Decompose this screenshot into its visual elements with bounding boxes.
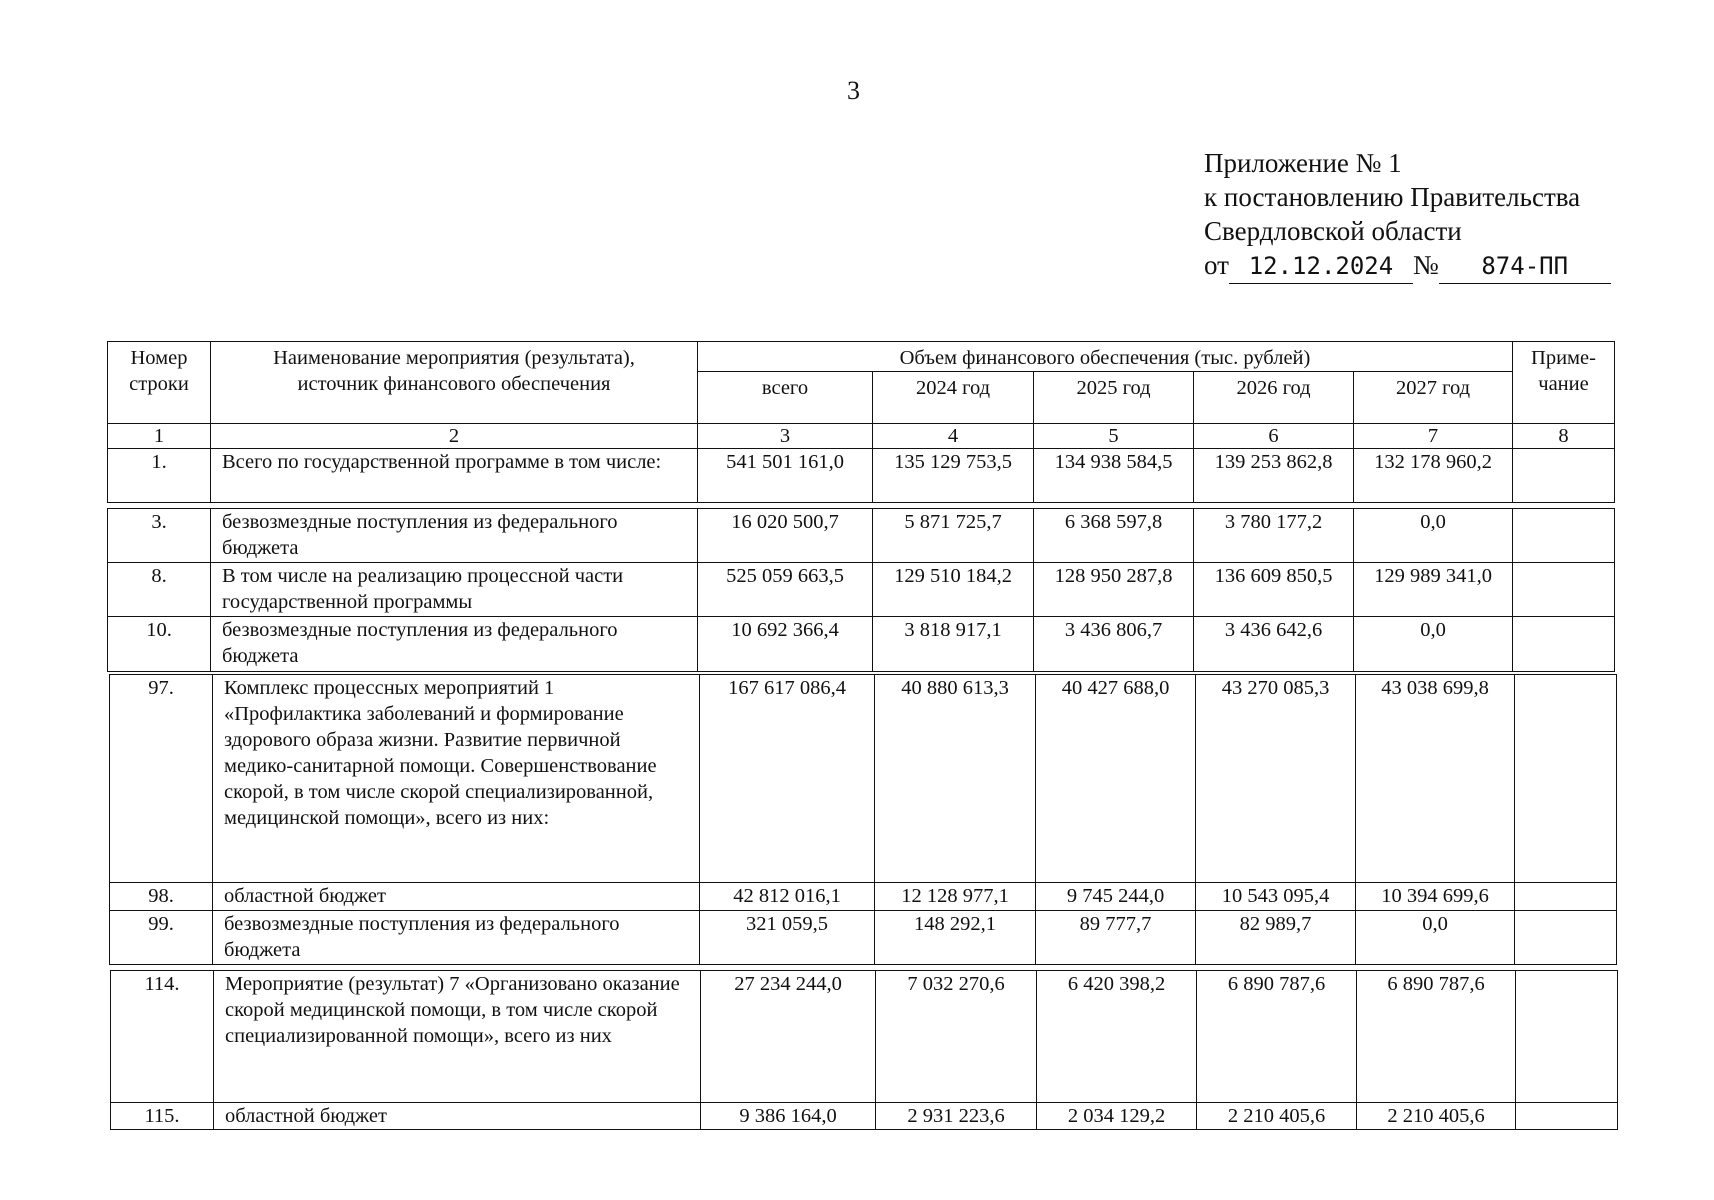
row-total: 16 020 500,7: [698, 509, 873, 563]
decree-date: 12.12.2024: [1229, 249, 1413, 284]
appendix-block: [1204, 146, 1611, 284]
row-number: 97.: [110, 675, 213, 883]
appendix-line-2: к постановлению Правительства: [1204, 182, 1581, 212]
row-number: 1.: [108, 449, 211, 503]
row-total: 10 692 366,4: [698, 617, 873, 672]
row-note: [1513, 449, 1615, 503]
row-number: 98.: [110, 883, 213, 911]
row-2026: 82 989,7: [1196, 911, 1356, 965]
row-2024: 40 880 613,3: [875, 675, 1036, 883]
row-2024: 135 129 753,5: [873, 449, 1034, 503]
row-2025: 6 368 597,8: [1034, 509, 1194, 563]
header-2026: 2026 год: [1194, 372, 1354, 424]
row-total: 42 812 016,1: [700, 883, 875, 911]
row-2027: 129 989 341,0: [1354, 563, 1513, 617]
table-row: [110, 883, 1617, 911]
row-2026: 2 210 405,6: [1197, 1103, 1357, 1130]
table-row: [111, 1103, 1618, 1130]
finance-table: [107, 341, 1615, 503]
row-total: 167 617 086,4: [700, 675, 875, 883]
row-2027: 132 178 960,2: [1354, 449, 1513, 503]
column-number: 1: [108, 424, 211, 449]
row-total: 525 059 663,5: [698, 563, 873, 617]
from-label: от: [1204, 250, 1229, 280]
number-label: №: [1412, 250, 1439, 280]
row-2024: 129 510 184,2: [873, 563, 1034, 617]
row-number: 99.: [110, 911, 213, 965]
row-2026: 136 609 850,5: [1194, 563, 1354, 617]
row-2024: 2 931 223,6: [876, 1103, 1037, 1130]
row-2024: 148 292,1: [875, 911, 1036, 965]
row-2027: 0,0: [1356, 911, 1515, 965]
appendix-date-line: [1204, 248, 1611, 284]
row-2027: 43 038 699,8: [1356, 675, 1515, 883]
row-note: [1516, 971, 1618, 1103]
row-number: 115.: [111, 1103, 214, 1130]
column-number: 4: [873, 424, 1034, 449]
row-name: областной бюджет: [214, 1103, 701, 1130]
finance-table-section-c: [110, 970, 1618, 1130]
row-2025: 89 777,7: [1036, 911, 1196, 965]
row-note: [1515, 675, 1617, 883]
row-total: 27 234 244,0: [701, 971, 876, 1103]
row-name: В том числе на реализацию процессной части государственной программы: [211, 563, 698, 617]
row-2025: 6 420 398,2: [1037, 971, 1197, 1103]
column-number: 6: [1194, 424, 1354, 449]
row-2026: 3 436 642,6: [1194, 617, 1354, 672]
row-2025: 3 436 806,7: [1034, 617, 1194, 672]
row-note: [1515, 911, 1617, 965]
row-2025: 2 034 129,2: [1037, 1103, 1197, 1130]
row-total: 321 059,5: [700, 911, 875, 965]
appendix-line-3: Свердловской области: [1204, 216, 1462, 246]
row-note: [1516, 1103, 1618, 1130]
header-name: Наименование мероприятия (результата), источник финансового обеспечения: [211, 342, 698, 424]
row-total: 541 501 161,0: [698, 449, 873, 503]
row-2026: 3 780 177,2: [1194, 509, 1354, 563]
row-2025: 128 950 287,8: [1034, 563, 1194, 617]
row-note: [1513, 563, 1615, 617]
header-row-number: Номер строки: [108, 342, 211, 424]
table-row: [108, 509, 1615, 563]
finance-table-section-b: [109, 674, 1617, 965]
table-row: [108, 449, 1615, 503]
table-row: [110, 911, 1617, 965]
row-2027: 6 890 787,6: [1357, 971, 1516, 1103]
header-total: всего: [698, 372, 873, 424]
appendix-title: Приложение № 1: [1204, 148, 1402, 178]
row-2027: 10 394 699,6: [1356, 883, 1515, 911]
row-number: 3.: [108, 509, 211, 563]
header-note: Приме- чание: [1513, 342, 1615, 424]
column-number-row: [108, 424, 1615, 449]
header-funding-group: Объем финансового обеспечения (тыс. рублей): [698, 342, 1513, 372]
row-name: безвозмездные поступления из федерального бюджета: [211, 509, 698, 563]
row-2026: 43 270 085,3: [1196, 675, 1356, 883]
row-name: Мероприятие (результат) 7 «Организовано оказание скорой медицинской помощи, в том числе скорой специализированной помощи», всего из них: [214, 971, 701, 1103]
row-name: областной бюджет: [213, 883, 700, 911]
column-number: 3: [698, 424, 873, 449]
header-2027: 2027 год: [1354, 372, 1513, 424]
row-2026: 10 543 095,4: [1196, 883, 1356, 911]
row-name: Всего по государственной программе в том числе:: [211, 449, 698, 503]
table-row: [111, 971, 1618, 1103]
row-number: 114.: [111, 971, 214, 1103]
row-note: [1513, 509, 1615, 563]
page-number: 3: [847, 76, 860, 105]
row-2026: 139 253 862,8: [1194, 449, 1354, 503]
row-2024: 7 032 270,6: [876, 971, 1037, 1103]
row-2024: 12 128 977,1: [875, 883, 1036, 911]
finance-table-section-a: [107, 508, 1615, 672]
column-number: 7: [1354, 424, 1513, 449]
row-name: Комплекс процессных мероприятий 1 «Профилактика заболеваний и формирование здорового образа жизни. Развитие первичной медико-санитарной помощи. Совершенствование скорой, в том числе скорой специализированной, медицинской помощи», всего из них:: [213, 675, 700, 883]
row-2025: 9 745 244,0: [1036, 883, 1196, 911]
row-number: 10.: [108, 617, 211, 672]
table-row: [108, 617, 1615, 672]
table-row: [108, 563, 1615, 617]
header-2024: 2024 год: [873, 372, 1034, 424]
row-2024: 3 818 917,1: [873, 617, 1034, 672]
row-note: [1513, 617, 1615, 672]
row-2027: 0,0: [1354, 509, 1513, 563]
row-2025: 40 427 688,0: [1036, 675, 1196, 883]
row-2024: 5 871 725,7: [873, 509, 1034, 563]
decree-number: 874-ПП: [1439, 249, 1611, 284]
column-number: 8: [1513, 424, 1615, 449]
row-name: безвозмездные поступления из федерального бюджета: [211, 617, 698, 672]
row-number: 8.: [108, 563, 211, 617]
table-row: [110, 675, 1617, 883]
column-number: 2: [211, 424, 698, 449]
row-2026: 6 890 787,6: [1197, 971, 1357, 1103]
column-number: 5: [1034, 424, 1194, 449]
header-2025: 2025 год: [1034, 372, 1194, 424]
row-2025: 134 938 584,5: [1034, 449, 1194, 503]
row-2027: 2 210 405,6: [1357, 1103, 1516, 1130]
row-name: безвозмездные поступления из федерального бюджета: [213, 911, 700, 965]
row-2027: 0,0: [1354, 617, 1513, 672]
row-total: 9 386 164,0: [701, 1103, 876, 1130]
row-note: [1515, 883, 1617, 911]
